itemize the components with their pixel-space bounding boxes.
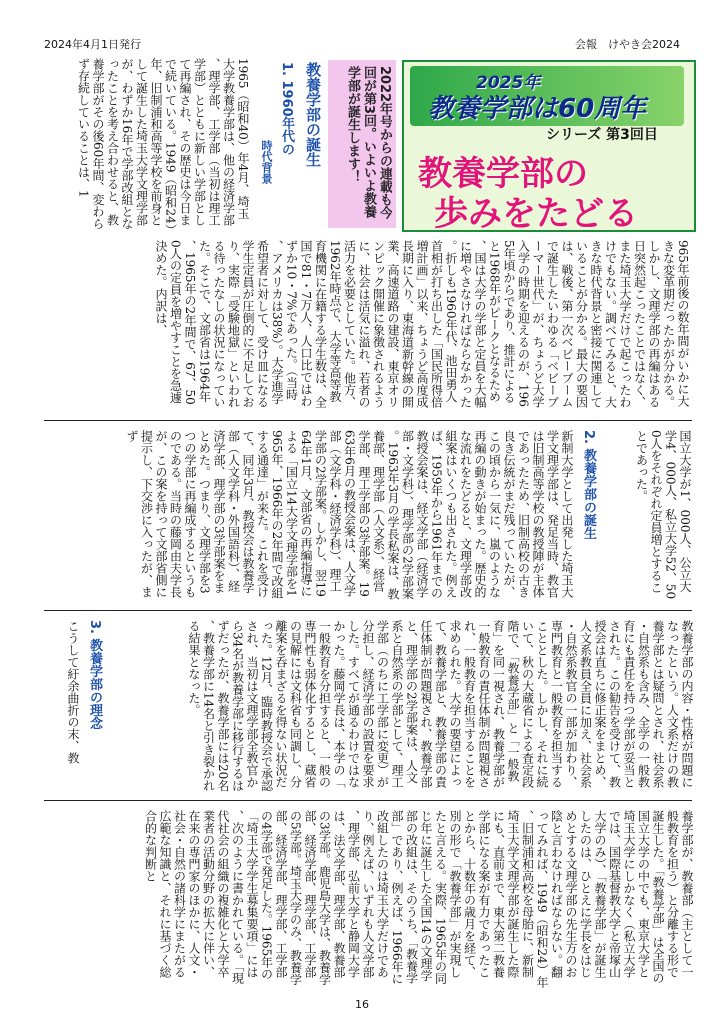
subsection-2-title: 2. 教養学部の誕生 xyxy=(581,430,596,540)
title-banner xyxy=(402,60,696,232)
tier-divider-2 xyxy=(44,610,692,611)
publication-name: 会報 けやき会2024 xyxy=(575,38,680,51)
subsection-3-title: 3. 教養学部の理念 xyxy=(87,620,102,730)
banner-header-band xyxy=(410,66,684,126)
issue-date: 2024年4月1日発行 xyxy=(44,38,141,51)
article-column-a2: 965年前後の数年間がいかに大きな変革期だったかが分かる。しかし、文理学部の再編はある日突然起こったことではなく、また埼玉大学だけで起こったわけでもない。調べてみると、大きな時代背景と密接に関連していることが分かる。最大の要因は、戦後、第一次ベビーブームで誕生したいわゆる「ベビーブーマー世代」が、ちょうど大学入学の時期を迎えるのが、1965年頃からであり、推計によると1968年がピークとなるため、国は大学の学部と定員を大幅に増やさなければならなかった。折しも1960年代、池田勇人首相が打ち出した「国民所得倍増計画」以来、ちょうど高度成長期に入り、東海道新幹線の開業、高速道路の建設、東京オリンピック開催に象徴されるように、社会は活気に溢れ、若者の活力を必要としていた。他方、1962年時点で、大学等高等教育機関に在籍する学生数は、全国で81・7万人、人口比ではわずか10・7%であった。（当時、アメリカは38%）。大学進学希望者に対して、受け皿になる学生定員が圧倒的に不足しており、実際「受験地獄」といわれる待ったなしの状況になっていた。そこで、文部省は1964年、1965年の2年間で、67、500人の定員を増やすことを急遽決めた。内訳は、 xyxy=(154,240,690,408)
banner-series: シリーズ 第3回目 xyxy=(546,127,658,143)
subsection-1-subtitle: 時代背景 xyxy=(260,140,273,184)
page-number: 16 xyxy=(355,998,369,1011)
series-note-box xyxy=(328,60,396,228)
subsection-1-title: 1. 1960年代の xyxy=(279,62,294,156)
banner-year: 2025年 xyxy=(476,73,541,93)
series-note-text: 2022年号からの連載も今回が第3回。いよいよ教養学部が誕生します！ xyxy=(345,66,392,220)
article-column-a1: 1965（昭和40）年4月、埼玉大学教養学部は、他の経済学部、理学部、工学部（当初は理工学部）とともに新しい学部として再編され、その歴史は今日まで続いている。1949（昭和24）年、旧制浦和高等学校を前身として誕生した埼玉大学文理学部が、わずか16年で学部改組となったことを考え合わせると、教養学部がその後60年間、変わらず存続していることは、1 xyxy=(76,58,250,230)
banner-title-line2: 歩みをたどる xyxy=(434,194,638,232)
article-column-c1: 教養学部の内容・性格が問題になったという。人文系だけの教養学部とは疑問とされ、社会系・自然系も含み、全学の一般教育にも責任を持つ学部が妥当とされた。この勧告を受けて、教授会は直ちに修正案をまとめ、人文系教員全員に加え、社会系・自然系教官の一部が加わり、専門教育と一般教育を担当することとした。しかし、それに続いて、秋の大蔵省による査定段階で、「教養学部」と「一般教育」を同一視され、教養学部が一般教育の責任体制が問題視され、一般教育を担当することを求められた。大学の要望によって、教養学部と、教養学部の責任体制が問題視され、教養学部と、理学部の2学部案は、人文系と自然系の学部として、理工学部（のちに工学部に変更）が分担し、経済学部の設置を要求した。すべてが通るわけではなかった。藤岡学長は、本学の「一般教育を分担すると、一般の専門性も弱体化するとし、蔵省の見解には文科省も同調し、分離案を呑まざるを得ない状況だった。12月、臨時教授会で承認され、当初は文理学部全教官から34名が教養学部に移行するはずだったが、教養学部には20名、教養学部に14名と引き裂かれる結果となった。 xyxy=(187,620,694,792)
tier-divider-3 xyxy=(44,800,692,801)
article-column-b1: 国立大学が1、000人、公立大学4、000人、私立大学52、500人をそれぞれ定員増とすることであった。 xyxy=(634,430,692,600)
article-column-d1: 養学部が、教養部（主として一般教育を担う）と分離する形で誕生した。「教養学部」は全国の国立大学の中でも、東京大学と埼玉大学にしかなく（私立大学では、国際基督教大学と帝塚山大学のみ）、「教養学部」が誕生したのは、ひとえに学長をはじめとする文理学部の先生方のお陰と言わなければならない。翻ってみれば、1949（昭和24）年、旧制浦和高校を母胎に、新制埼玉大学文理学部が誕生した際にも、直前まで、東大第二教養学部になる案が有力であったことから、十数年の歳月を経て、別の形で「教養学部」が実現したと言える。実際、1965年の同じ年に誕生した全国14の文理学部の改組は、そのうち、「教養学部」であり、例えば、1966年に改組したのは埼玉大学だけであり、例えば、いずれも人文学部、理学部、弘前大学と静岡大学は、法文学部、理学部、教養部の3学部。鹿児島大学は、教養学部、経済学部、理学部、工学部の5学部。埼玉大学のみ、教養学部、経済学部、理学部、工学部の4学部で発足した。1965年の「埼玉大学学生募集要項」には、次のように書かれている。「現代社会の組織の複雑化と大学卒業者の活動分野の拡大に伴い、在来の専門家のほかに、人文・社会・自然の諸科学にまたがる広範な知識と、それに基づく総合的な判断と xyxy=(143,810,694,988)
article-column-c2: こうして紆余曲折の末、教 xyxy=(66,620,80,764)
tier-divider-1 xyxy=(44,420,692,421)
article-column-b2: 新制大学として出発した埼玉大学文理学部は、発足当時、教官は旧制高等学校の教授陣が主体であったため、旧制高校の古き良き伝統がまだ残っていたが、この頃から一気に、嵐のような再編の動きが始まった。歴史的な流れをたどると、文理学部改組案はいくつも出された。例えば、1959年から1961年までの教授会案は、経文学部（経済学部・文学科）、理学部の2学部案。1963年3月の学長私案は、教養部、理学部（人文系）、経営学部、理工学部の3学部案。1963年6月の教授会案は、人文学部（文学科・経済学科）、理工学部の2学部案。しかし、翌1964年1月、文部省の再編指導による「国立14大学文理学部を1965年、1966年の2年間で改組する通達」が来た。これを受けて、同年3月、教授会は教養学部（人文学科・外国語科）、経済学部、理学部の3学部案をまとめた。つまり、文理学部を3つの学部に再編成するというものである。当時の藤岡由夫学長が、この案を持って文部省側に提示し、下交渉に入ったが、まず xyxy=(125,430,574,601)
banner-title-line1: 教養学部の xyxy=(418,154,588,194)
section-title: 教養学部の誕生 xyxy=(304,62,322,167)
banner-anniversary: 教養学部は60周年 xyxy=(428,94,647,124)
